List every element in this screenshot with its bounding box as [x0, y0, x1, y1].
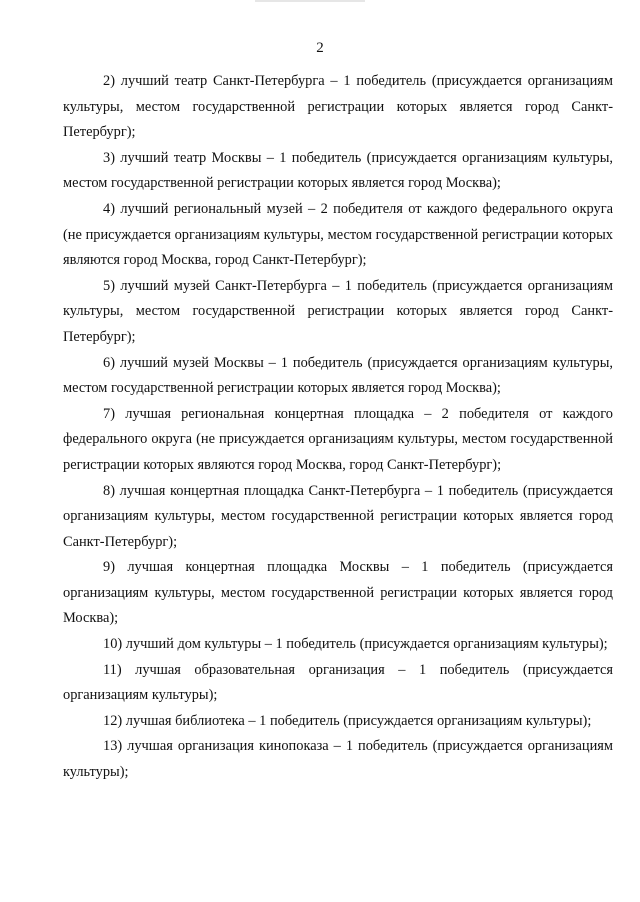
list-item: 2) лучший театр Санкт-Петербурга – 1 победитель (присуждается организациям культуры, местом государственной регистрации которых является город Санкт-Петербург);: [63, 73, 613, 141]
list-item: 9) лучшая концертная площадка Москвы – 1 победитель (присуждается организациям культуры, местом государственной регистрации которых является город Москва);: [63, 559, 613, 627]
scan-edge-artifact: [255, 0, 365, 2]
list-item: 12) лучшая библиотека – 1 победитель (присуждается организациям культуры);: [103, 712, 592, 729]
list-item: 3) лучший театр Москвы – 1 победитель (присуждается организациям культуры, местом государственной регистрации которых является город Москва);: [63, 149, 613, 192]
list-item: 5) лучший музей Санкт-Петербурга – 1 победитель (присуждается организациям культуры, местом государственной регистрации которых является город Санкт-Петербург);: [63, 277, 613, 345]
list-item: 7) лучшая региональная концертная площадка – 2 победителя от каждого федерального округа (не присуждается организациям культуры, местом государственной регистрации которых являются город Москва, город Санкт-Петербург);: [63, 405, 613, 473]
list-item: 11) лучшая образовательная организация – 1 победитель (присуждается организациям культуры);: [63, 661, 613, 704]
document-body: [63, 69, 613, 786]
list-item: 6) лучший музей Москвы – 1 победитель (присуждается организациям культуры, местом государственной регистрации которых является город Москва);: [63, 354, 613, 397]
list-item: 4) лучший региональный музей – 2 победителя от каждого федерального округа (не присуждается организациям культуры, местом государственной регистрации которых являются город Москва, город Санкт-Петербург);: [63, 200, 613, 269]
page-number: 2: [316, 40, 324, 56]
list-item: 13) лучшая организация кинопоказа – 1 победитель (присуждается организациям культуры);: [63, 738, 613, 781]
list-item: 8) лучшая концертная площадка Санкт-Петербурга – 1 победитель (присуждается организациям культуры, местом государственной регистрации которых является город Санкт-Петербург);: [63, 482, 613, 550]
list-item: 10) лучший дом культуры – 1 победитель (присуждается организациям культуры);: [103, 636, 608, 653]
